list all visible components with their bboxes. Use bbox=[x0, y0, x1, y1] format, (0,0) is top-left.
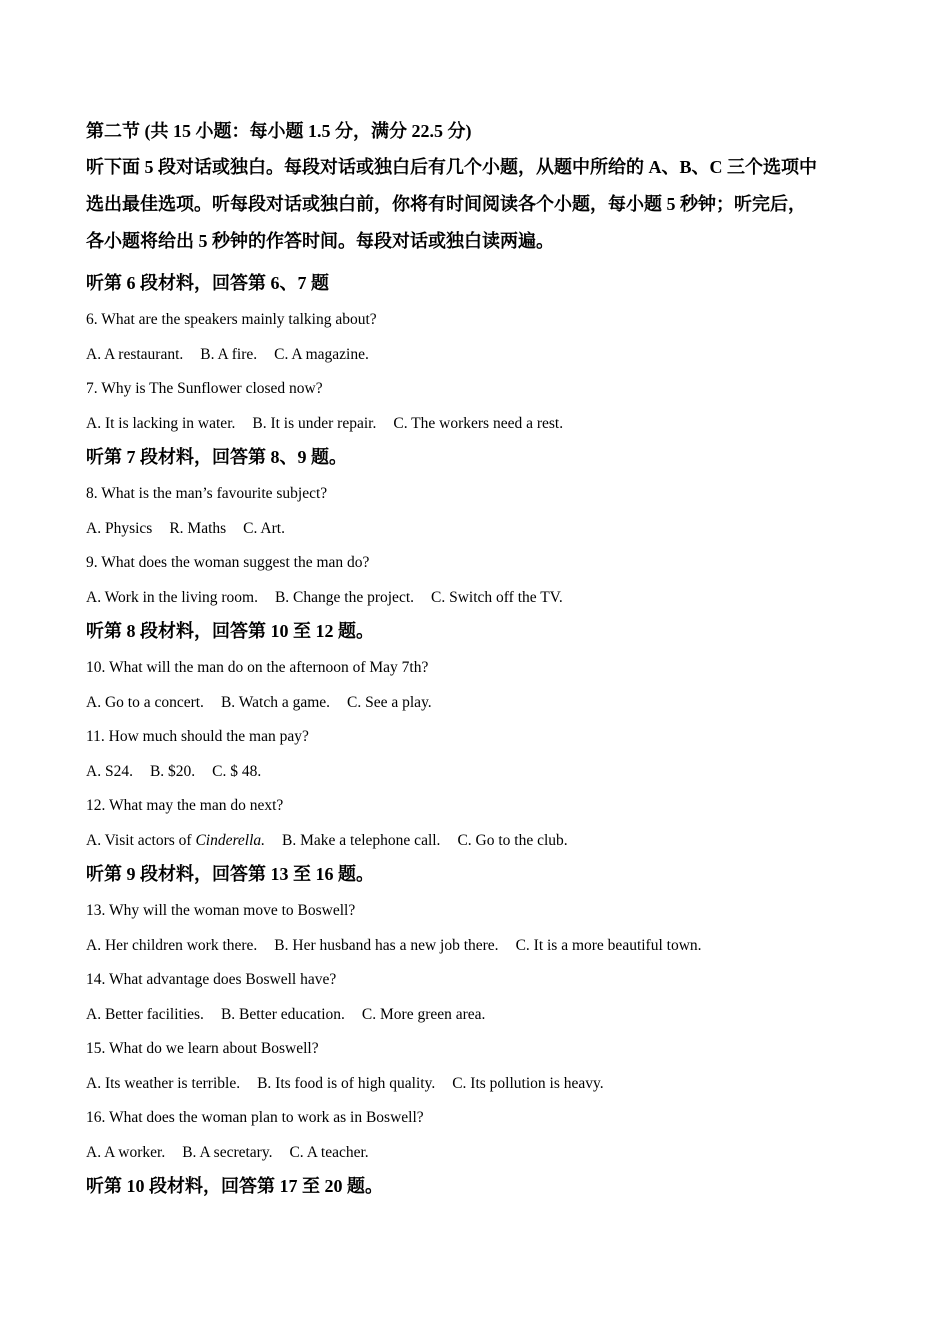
material-heading: 听第 9 段材料，回答第 13 至 16 题。 bbox=[86, 864, 374, 884]
question-stem: 11. How much should the man pay? bbox=[86, 728, 309, 745]
option-b: B. Change the project. bbox=[274, 589, 414, 606]
question-options bbox=[86, 693, 886, 713]
option-a-title: Cinderella. bbox=[195, 832, 266, 849]
question-stem: 8. What is the man’s favourite subject? bbox=[86, 485, 328, 502]
question-stem: 12. What may the man do next? bbox=[86, 797, 284, 814]
section-title: 第二节 (共 15 小题：每小题 1.5 分，满分 22.5 分) bbox=[86, 121, 472, 141]
option-b: B. Her husband has a new job there. bbox=[274, 937, 499, 954]
option-c: C. A magazine. bbox=[274, 346, 369, 363]
material-heading: 听第 8 段材料，回答第 10 至 12 题。 bbox=[86, 621, 374, 641]
question-stem: 9. What does the woman suggest the man do? bbox=[86, 554, 370, 571]
option-a: A. It is lacking in water. bbox=[86, 415, 236, 432]
question-options bbox=[86, 1143, 886, 1163]
option-c: C. Go to the club. bbox=[457, 832, 568, 849]
instruction-line: 选出最佳选项。听每段对话或独白前，你将有时间阅读各个小题，每小题 5 秒钟；听完后， bbox=[86, 194, 806, 214]
option-c: C. Art. bbox=[243, 520, 285, 537]
instruction-line: 听下面 5 段对话或独白。每段对话或独白后有几个小题，从题中所给的 A、B、C 三个选项中 bbox=[86, 157, 817, 177]
option-a: A. Physics bbox=[86, 520, 153, 537]
option-a: A. Her children work there. bbox=[86, 937, 258, 954]
option-b: B. A fire. bbox=[200, 346, 258, 363]
question-options bbox=[86, 1005, 886, 1025]
question-options bbox=[86, 936, 886, 956]
option-a: A. Visit actors of bbox=[86, 832, 196, 849]
question-options bbox=[86, 831, 886, 851]
question-options bbox=[86, 414, 886, 434]
option-a: A. Go to a concert. bbox=[86, 694, 204, 711]
option-a: A. A worker. bbox=[86, 1144, 166, 1161]
option-b: B. Watch a game. bbox=[220, 694, 331, 711]
question-stem: 15. What do we learn about Boswell? bbox=[86, 1040, 319, 1057]
option-a: A. Work in the living room. bbox=[86, 589, 258, 606]
question-options bbox=[86, 1074, 886, 1094]
question-options bbox=[86, 345, 886, 365]
question-stem: 13. Why will the woman move to Boswell? bbox=[86, 902, 356, 919]
instructions bbox=[86, 149, 886, 260]
option-a: A. A restaurant. bbox=[86, 346, 184, 363]
question-stem: 16. What does the woman plan to work as in Boswell? bbox=[86, 1109, 424, 1126]
question-stem: 14. What advantage does Boswell have? bbox=[86, 971, 337, 988]
option-c: C. A teacher. bbox=[289, 1144, 369, 1161]
option-c: C. See a play. bbox=[347, 694, 432, 711]
question-stem: 7. Why is The Sunflower closed now? bbox=[86, 380, 323, 397]
option-c: C. Switch off the TV. bbox=[431, 589, 563, 606]
option-b: B. $20. bbox=[149, 763, 196, 780]
option-b: B. A secretary. bbox=[182, 1144, 273, 1161]
option-c: C. $ 48. bbox=[212, 763, 262, 780]
question-options bbox=[86, 588, 886, 608]
material-heading: 听第 10 段材料，回答第 17 至 20 题。 bbox=[86, 1176, 383, 1196]
instruction-line: 各小题将给出 5 秒钟的作答时间。每段对话或独白读两遍。 bbox=[86, 231, 554, 251]
question-stem: 10. What will the man do on the afternoon of May 7th? bbox=[86, 659, 429, 676]
option-a: A. Better facilities. bbox=[86, 1006, 204, 1023]
option-c: C. The workers need a rest. bbox=[393, 415, 564, 432]
question-options bbox=[86, 762, 886, 782]
option-c: C. More green area. bbox=[361, 1006, 486, 1023]
option-b: B. Make a telephone call. bbox=[282, 832, 441, 849]
option-b: B. Better education. bbox=[220, 1006, 345, 1023]
option-c: C. Its pollution is heavy. bbox=[452, 1075, 604, 1092]
option-b: R. Maths bbox=[169, 520, 227, 537]
option-c: C. It is a more beautiful town. bbox=[515, 937, 702, 954]
material-heading: 听第 7 段材料，回答第 8、9 题。 bbox=[86, 447, 347, 467]
material-heading: 听第 6 段材料，回答第 6、7 题 bbox=[86, 273, 329, 293]
option-a: A. S24. bbox=[86, 763, 133, 780]
question-options bbox=[86, 519, 886, 539]
question-stem: 6. What are the speakers mainly talking about? bbox=[86, 311, 377, 328]
option-b: B. Its food is of high quality. bbox=[257, 1075, 436, 1092]
option-b: B. It is under repair. bbox=[252, 415, 377, 432]
exam-page bbox=[86, 118, 886, 1199]
option-a: A. Its weather is terrible. bbox=[86, 1075, 241, 1092]
